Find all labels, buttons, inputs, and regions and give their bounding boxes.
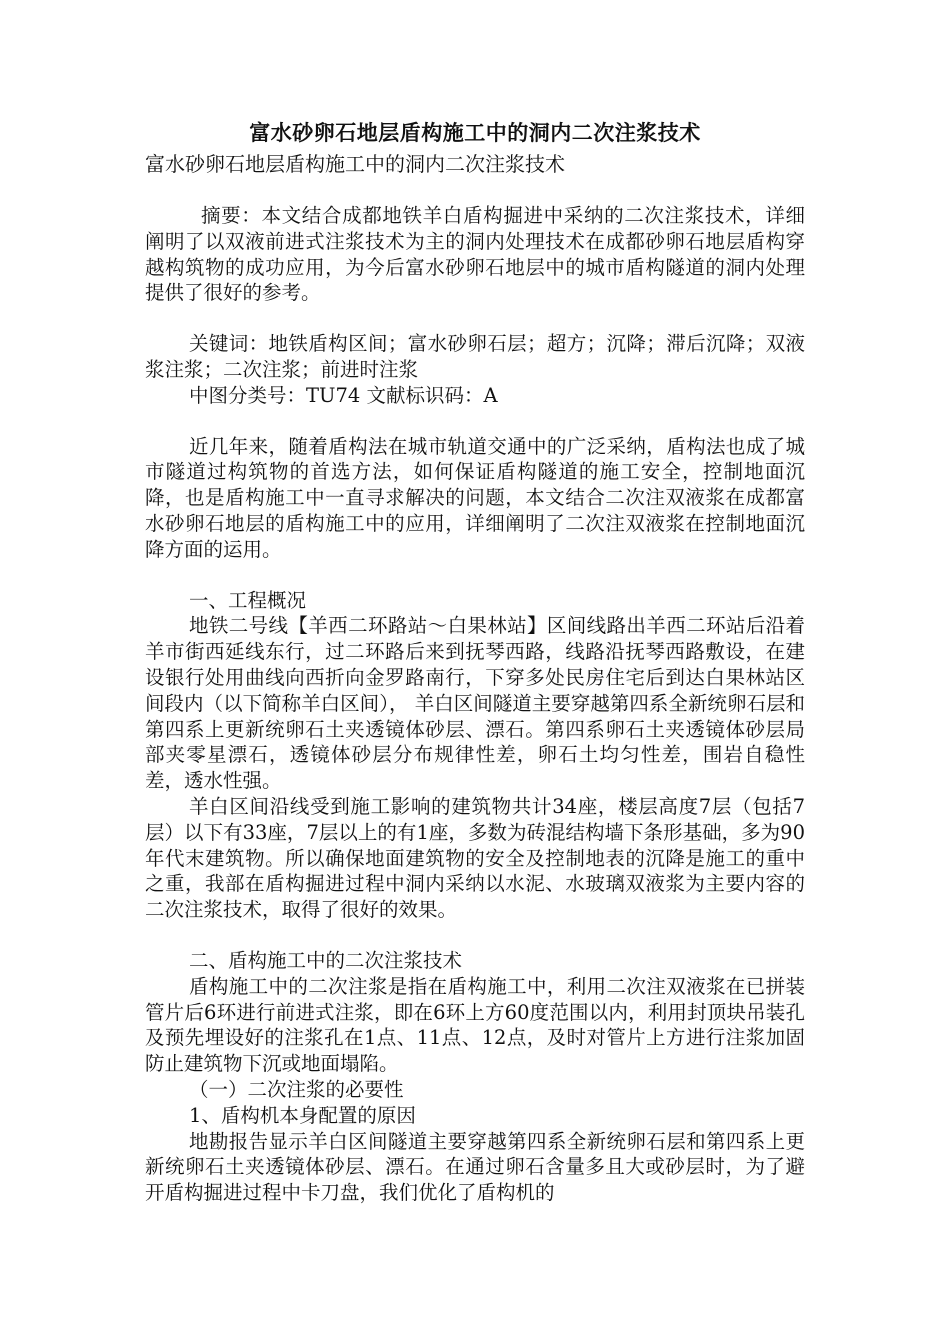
section1-heading: 一、工程概况 [189,588,307,612]
spacer [145,178,805,203]
document-page [145,118,805,1206]
section2-heading: 二、盾构施工中的二次注浆技术 [189,948,463,972]
item1-heading: 1、盾构机本身配置的原因 [189,1103,416,1127]
intro-paragraph: 近几年来，随着盾构法在城市轨道交通中的广泛采纳，盾构法也成了城市隧道过构筑物的首选方法，如何保证盾构隧道的施工安全，控制地面沉降，也是盾构施工中一直寻求解决的问题，本文结合二次注双液浆在成都富水砂卵石地层的盾构施工中的应用，详细阐明了二次注双液浆在控制地面沉降方面的运用。 [145,434,805,561]
abstract-paragraph: 摘要：本文结合成都地铁羊白盾构掘进中采纳的二次注浆技术，详细阐明了以双液前进式注浆技术为主的洞内处理技术在成都砂卵石地层盾构穿越构筑物的成功应用，为今后富水砂卵石地层中的城市盾构隧道的洞内处理提供了很好的参考。 [145,204,805,305]
item1-paragraph-1: 地勘报告显示羊白区间隧道主要穿越第四系全新统卵石层和第四系上更新统卵石土夹透镜体砂层、漂石。在通过卵石含量多且大或砂层时，为了避开盾构掘进过程中卡刀盘，我们优化了盾构机的 [145,1129,805,1205]
keywords-paragraph: 关键词：地铁盾构区间；富水砂卵石层；超方；沉降；滞后沉降；双液浆注浆；二次注浆；前进时注浆 [145,332,805,381]
spacer [145,306,805,331]
spacer [145,563,805,588]
subsection-heading: （一）二次注浆的必要性 [189,1077,404,1101]
spacer [145,409,805,434]
section1-paragraph-1: 地铁二号线【羊西二环路站～白果林站】区间线路出羊西二环站后沿着羊市街西延线东行，过二环路后来到抚琴西路，线路沿抚琴西路敷设，在建设银行处用曲线向西折向金罗路南行，下穿多处民房住宅后到达白果林站区间段内（以下简称羊白区间）， 羊白区间隧道主要穿越第四系全新统卵石层和第四系上更新统卵石土夹透镜体砂层、漂石。第四系卵石土夹透镜体砂层局部夹零星漂石，透镜体砂层分布规律性差，卵石土均匀性差，围岩自稳性差，透水性强。 [145,614,805,793]
spacer [145,923,805,948]
section2-paragraph-1: 盾构施工中的二次注浆是指在盾构施工中，利用二次注双液浆在已拼装管片后6环进行前进式注浆，即在6环上方60度范围以内，利用封顶块吊装孔及预先埋设好的注浆孔在1点、11点、12点，及时对管片上方进行注浆加固防止建筑物下沉或地面塌陷。 [145,974,805,1076]
document-subtitle: 富水砂卵石地层盾构施工中的洞内二次注浆技术 [145,152,565,176]
section1-paragraph-2: 羊白区间沿线受到施工影响的建筑物共计34座，楼层高度7层（包括7层）以下有33座，7层以上的有1座，多数为砖混结构墙下条形基础，多为90年代末建筑物。所以确保地面建筑物的安全及控制地表的沉降是施工的重中之重，我部在盾构掘进过程中洞内采纳以水泥、水玻璃双液浆为主要内容的二次注浆技术，取得了很好的效果。 [145,794,805,922]
classification-line: 中图分类号：TU74 文献标识码：A [189,383,498,407]
document-title: 富水砂卵石地层盾构施工中的洞内二次注浆技术 [249,120,701,145]
